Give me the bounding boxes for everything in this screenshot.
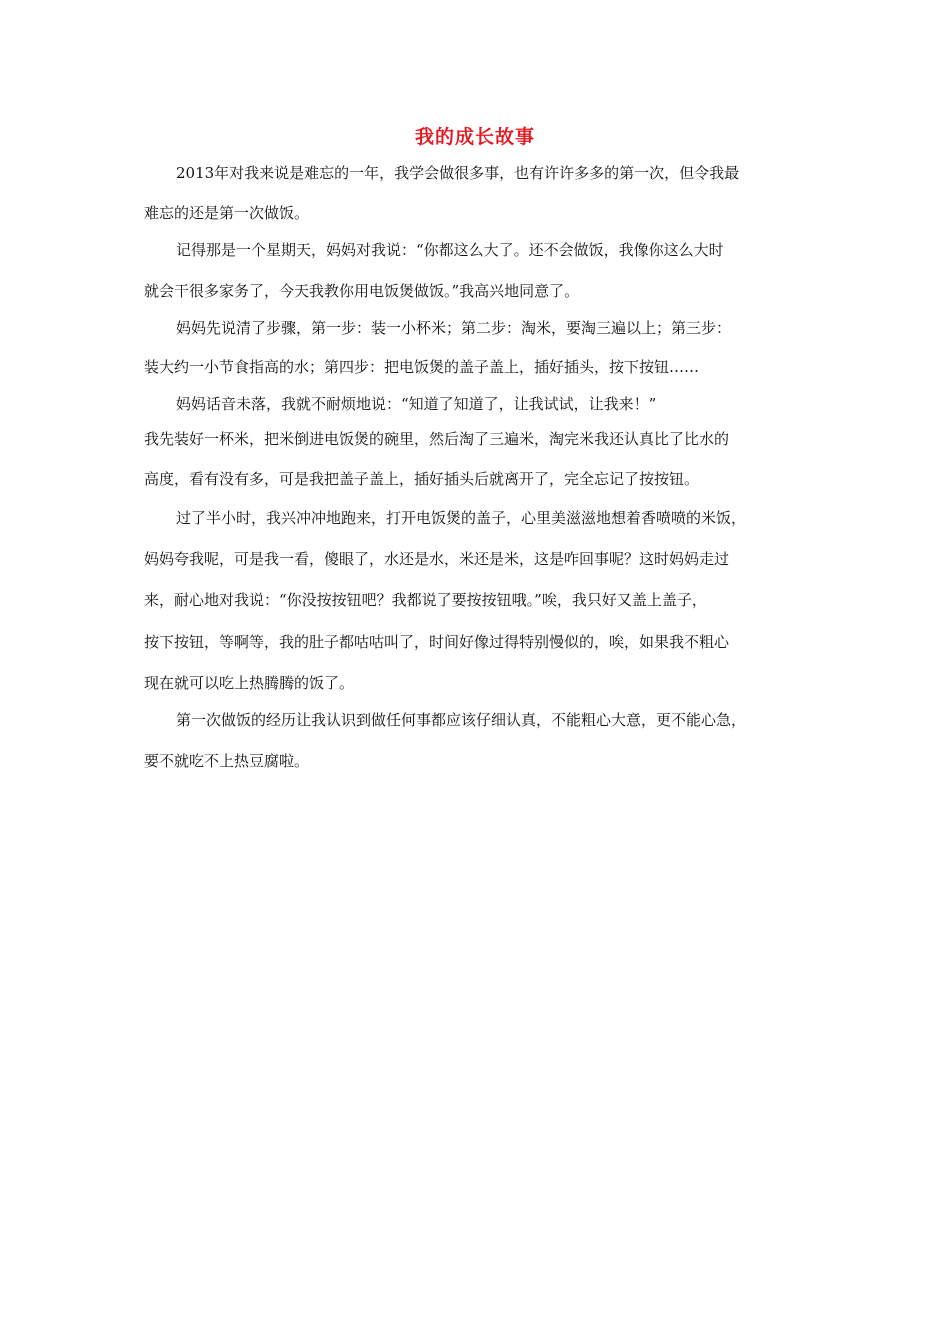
text-line: 要不就吃不上热豆腐啦。	[144, 752, 310, 770]
text-line: 装大约一小节食指高的水；第四步：把电饭煲的盖子盖上，插好插头，按下按钮……	[144, 358, 700, 376]
text-line: 妈妈夸我呢，可是我一看，傻眼了，水还是水，米还是米，这是咋回事呢？这时妈妈走过	[144, 550, 730, 568]
text-line: 高度，看有没有多，可是我把盖子盖上，插好插头后就离开了，完全忘记了按按钮。	[144, 470, 700, 488]
text-line: 妈妈话音未落，我就不耐烦地说：“知道了知道了，让我试试，让我来！”	[176, 395, 657, 413]
text-line: 来，耐心地对我说：“你没按按钮吧？我都说了要按按钮哦。”唉，我只好又盖上盖子，	[144, 591, 707, 609]
text-line: 我先装好一杯米，把米倒进电饭煲的碗里，然后淘了三遍米，淘完米我还认真比了比水的	[144, 430, 730, 448]
text-line: 现在就可以吃上热腾腾的饭了。	[144, 674, 355, 692]
text-line: 难忘的还是第一次做饭。	[144, 204, 310, 222]
text-line: 2013年对我来说是难忘的一年，我学会做很多事，也有许许多多的第一次，但令我最	[176, 164, 740, 182]
text-line: 过了半小时，我兴冲冲地跑来，打开电饭煲的盖子，心里美滋滋地想着香喷喷的米饭，	[176, 509, 747, 527]
text-line: 按下按钮，等啊等，我的肚子都咕咕叫了，时间好像过得特别慢似的，唉，如果我不粗心	[144, 633, 730, 651]
text-line: 就会干很多家务了，今天我教你用电饭煲做饭。”我高兴地同意了。	[144, 282, 580, 300]
text-line: 记得那是一个星期天，妈妈对我说：“你都这么大了。还不会做饭，我像你这么大时	[176, 241, 724, 259]
text-line: 第一次做饭的经历让我认识到做任何事都应该仔细认真，不能粗心大意，更不能心急，	[176, 711, 747, 729]
text-line: 妈妈先说清了步骤，第一步：装一小杯米；第二步：淘米，要淘三遍以上；第三步：	[176, 319, 732, 337]
document-title: 我的成长故事	[414, 126, 535, 148]
